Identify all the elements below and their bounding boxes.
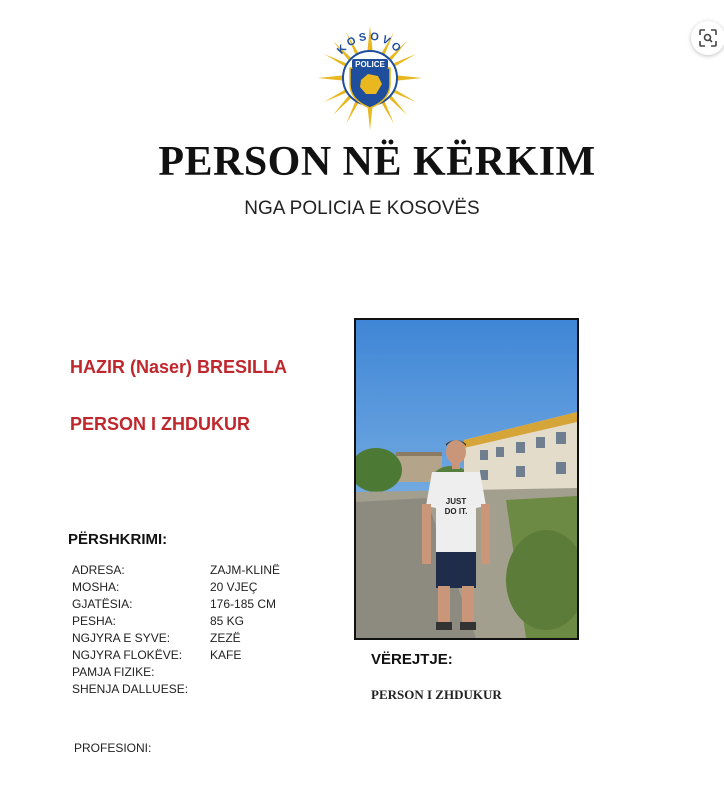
remarks-value: PERSON I ZHDUKUR [371, 687, 502, 702]
logo-arc-text: KOSOVO [334, 30, 406, 57]
logo-badge-text: POLICE [355, 60, 385, 69]
description-row-eye-color: NGJYRA E SYVE: ZEZË [72, 631, 241, 645]
visual-search-button[interactable] [691, 21, 724, 55]
page-subtitle: NGA POLICIA E KOSOVËS [244, 198, 480, 219]
description-row-marks: SHENJA DALLUESE: [72, 682, 189, 696]
description-row-weight: PESHA: 85 KG [72, 614, 245, 628]
person-photo [354, 318, 579, 640]
description-row-age: MOSHA: 20 VJEÇ [72, 580, 258, 594]
person-status: PERSON I ZHDUKUR [70, 414, 251, 434]
person-name: HAZIR (Naser) BRESILLA [70, 357, 288, 377]
description-row-hair-color: NGJYRA FLOKËVE: KAFE [72, 648, 242, 662]
page-title: PERSON NË KËRKIM [158, 139, 596, 185]
description-table [72, 563, 280, 699]
kosovo-police-logo [316, 24, 424, 132]
description-row-appearance: PAMJA FIZIKE: [72, 665, 155, 679]
description-heading: PËRSHKRIMI: [68, 531, 168, 548]
description-row-height: GJATËSIA: 176-185 CM [72, 597, 277, 611]
visual-search-icon [699, 29, 717, 47]
shirt-text-bottom: DO IT. [444, 507, 468, 516]
description-row-address: ADRESA: ZAJM-KLINË [72, 563, 281, 577]
profession-label: PROFESIONI: [74, 741, 152, 755]
remarks-heading: VËREJTJE: [371, 651, 453, 668]
shirt-text-top: JUST [445, 497, 467, 506]
